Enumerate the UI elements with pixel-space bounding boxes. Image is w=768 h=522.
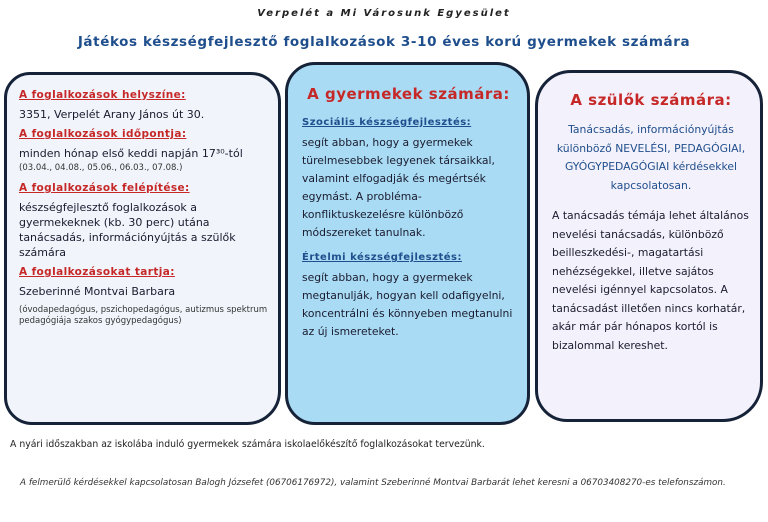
contact-info: A felmerülő kérdésekkel kapcsolatosan Balogh Józsefet (06706176972), valamint Szeberinné Montvai Barbarát lehet keresni a 06703408270-es telefonszámon. [20,478,726,488]
location-heading: A foglalkozások helyszíne: [19,89,186,101]
time-dates: (03.04., 04.08., 05.06., 06.03., 07.08.) [19,163,183,173]
info-panel [4,72,281,425]
cognitive-skills-heading: Értelmi készségfejlesztés: [302,252,462,263]
structure-heading: A foglalkozások felépítése: [19,182,190,194]
parents-body: A tanácsadás témája lehet általános nevelési tanácsadás, különböző beilleszkedési-, magatartási nehézségekkel, illetve sajátos nevelési igénnyel kapcsolatos. A tanácsadást illetően nincs korhatár, akár már pár hónapos kortól is bizalommal kereshet. [552,209,749,352]
page-title: Játékos készségfejlesztő foglalkozások 3-10 éves korú gyermekek számára [77,34,691,50]
summer-note: A nyári időszakban az iskolába induló gyermekek számára iskolaelőkészítő foglalkozásokat tervezünk. [10,439,485,450]
social-skills-heading: Szociális készségfejlesztés: [302,117,472,128]
cognitive-skills-text: segít abban, hogy a gyermekek megtanulják, hogyan kell odafigyelni, koncentrálni és könnyeben megtanulni az új ismereteket. [302,271,513,338]
parents-panel [535,70,763,422]
location-text: 3351, Verpelét Arany János út 30. [19,108,205,121]
leader-name: Szeberinné Montvai Barbara [19,285,176,298]
social-skills-text: segít abban, hogy a gyermekek türelmesebbek legyenek társaikkal, valamint elfogadják és megértsék egymást. A probléma- konfliktuskezelésre különböző módszereket tanulnak. [302,136,495,239]
organization-name: Verpelét a Mi Városunk Egyesület [257,8,511,19]
parents-heading: A szülők számára: [570,91,732,109]
leader-title: (óvodapedagógus, pszichopedagógus, autizmus spektrum pedagógiája szakos gyógypedagógus) [19,305,268,326]
time-text: minden hónap első keddi napján 17³⁰-tól [19,147,243,160]
children-panel [285,62,530,425]
leader-heading: A foglalkozásokat tartja: [19,266,175,278]
structure-text: készségfejlesztő foglalkozások a gyermekeknek (kb. 30 perc) utána tanácsadás, információnyújtás a szülők számára [19,201,236,259]
time-heading: A foglalkozások időpontja: [19,128,187,140]
children-heading: A gyermekek számára: [307,85,510,103]
parents-intro: Tanácsadás, információnyújtás különböző NEVELÉSI, PEDAGÓGIAI, GYÓGYPEDAGÓGIAI kérdésekkel kapcsolatosan. [556,123,746,192]
